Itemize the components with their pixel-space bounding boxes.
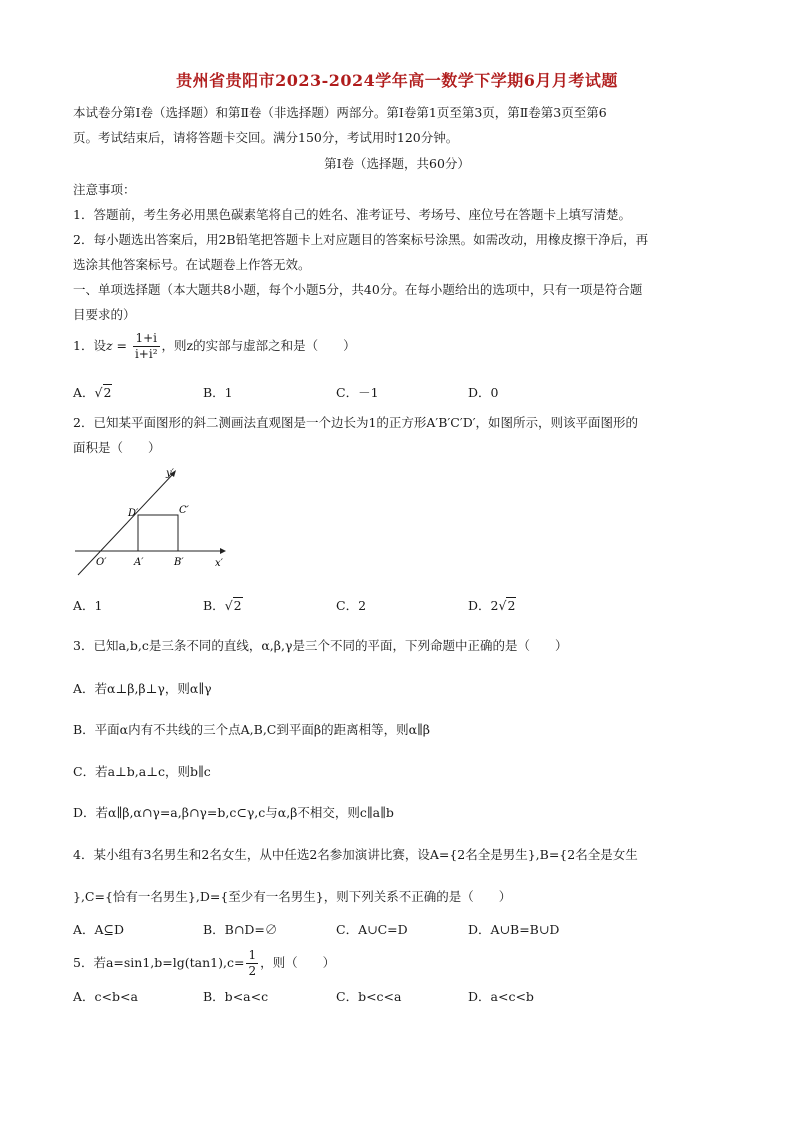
q5-fraction-denominator: 2 bbox=[248, 964, 257, 978]
sqrt-icon: √2 bbox=[94, 385, 112, 400]
sqrt-icon: √2 bbox=[224, 598, 242, 613]
q3-option-b: B．平面α内有不共线的三个点A,B,C到平面β的距离相等，则α∥β bbox=[73, 722, 431, 737]
q1-fraction-denominator: i+i² bbox=[134, 347, 158, 361]
x-axis-arrow-icon bbox=[220, 548, 226, 554]
q2-option-d: D．2√2 bbox=[468, 598, 516, 613]
q5-stem bbox=[73, 946, 335, 980]
q4-stem-line-2: },C={恰有一名男生},D={至少有一名男生}，则下列关系不正确的是（ ） bbox=[73, 889, 512, 904]
q4-option-c: C．A∪C=D bbox=[336, 922, 408, 937]
notes-item-1: 1．答题前，考生务必用黑色碳素笔将自己的姓名、准考证号、考场号、座位号在答题卡上填写清楚。 bbox=[73, 207, 631, 222]
q2-option-b: B．√2 bbox=[203, 598, 242, 613]
q1-option-a: A．√2 bbox=[73, 385, 112, 400]
q3-option-d: D．若α∥β,α∩γ=a,β∩γ=b,c⊂γ,c与α,β不相交，则c∥a∥b bbox=[73, 805, 394, 820]
q1-stem bbox=[73, 329, 356, 363]
label-c: C′ bbox=[179, 505, 189, 516]
q4-option-d: D．A∪B=B∪D bbox=[468, 922, 560, 937]
part1-heading: 一、单项选择题（本大题共8小题，每个小题5分，共40分。在每小题给出的选项中，只有一项是符合题 bbox=[73, 282, 643, 297]
label-o: O′ bbox=[96, 557, 107, 568]
q1-suffix: ，则z的实部与虚部之和是（ ） bbox=[161, 338, 356, 353]
q5-suffix: ，则（ ） bbox=[260, 955, 336, 970]
q4-option-a: A．A⊆D bbox=[73, 922, 125, 937]
label-a: A′ bbox=[134, 557, 144, 568]
q1-fraction bbox=[133, 331, 160, 362]
q5-option-a: A．c<b<a bbox=[73, 989, 138, 1004]
q1-equals: = bbox=[112, 338, 131, 353]
label-y: y′ bbox=[166, 468, 174, 479]
q5-fraction bbox=[246, 948, 258, 979]
label-b: B′ bbox=[174, 557, 184, 568]
q3-option-a: A．若α⊥β,β⊥γ，则α∥γ bbox=[73, 681, 212, 696]
intro-line-2: 页。考试结束后，请将答题卡交回。满分150分，考试用时120分钟。 bbox=[73, 130, 459, 145]
notes-item-2-cont: 选涂其他答案标号。在试题卷上作答无效。 bbox=[73, 257, 311, 272]
q4-stem-line-1: 4．某小组有3名男生和2名女生，从中任选2名参加演讲比赛，设A={2名全是男生},B={2名全是女生 bbox=[73, 847, 638, 862]
notes-item-2: 2．每小题选出答案后，用2B铅笔把答题卡上对应题目的答案标号涂黑。如需改动，用橡皮擦干净后，再 bbox=[73, 232, 649, 247]
q2-oblique-figure bbox=[70, 462, 240, 582]
q1-fraction-numerator: 1+i bbox=[133, 331, 160, 347]
q4-option-b: B．B∩D=∅ bbox=[203, 922, 278, 937]
q5-prefix: 5．若a=sin1,b=lg(tan1),c= bbox=[73, 955, 245, 970]
label-x: x′ bbox=[215, 558, 223, 569]
page-title: 贵州省贵阳市2023-2024学年高一数学下学期6月月考试题 bbox=[176, 71, 618, 90]
notes-heading: 注意事项： bbox=[73, 182, 136, 197]
y-axis bbox=[78, 474, 173, 575]
q5-option-c: C．b<c<a bbox=[336, 989, 402, 1004]
sqrt-icon: √2 bbox=[498, 598, 516, 613]
q2-option-a: A．1 bbox=[73, 598, 103, 613]
q1-prefix: 1．设 bbox=[73, 338, 106, 353]
square-abcd bbox=[138, 515, 178, 551]
q2-option-c: C．2 bbox=[336, 598, 367, 613]
q1-var-z: z bbox=[105, 338, 113, 353]
q1-option-c: C．－1 bbox=[336, 385, 379, 400]
q2-stem-line-1: 2．已知某平面图形的斜二测画法直观图是一个边长为1的正方形A′B′C′D′，如图所示，则该平面图形的 bbox=[73, 415, 639, 430]
q5-fraction-numerator: 1 bbox=[248, 948, 257, 962]
label-d: D′ bbox=[128, 508, 139, 519]
q1-option-d: D．0 bbox=[468, 385, 499, 400]
q3-option-c: C．若a⊥b,a⊥c，则b∥c bbox=[73, 764, 211, 779]
part1-heading-cont: 目要求的） bbox=[73, 307, 136, 322]
section-title: 第Ⅰ卷（选择题，共60分） bbox=[324, 156, 470, 171]
q5-option-d: D．a<c<b bbox=[468, 989, 534, 1004]
q1-option-b: B．1 bbox=[203, 385, 233, 400]
intro-line-1: 本试卷分第Ⅰ卷（选择题）和第Ⅱ卷（非选择题）两部分。第Ⅰ卷第1页至第3页，第Ⅱ卷第3页至第6 bbox=[73, 105, 607, 120]
q3-stem: 3．已知a,b,c是三条不同的直线，α,β,γ是三个不同的平面，下列命题中正确的是（ ） bbox=[73, 638, 568, 653]
q5-option-b: B．b<a<c bbox=[203, 989, 269, 1004]
q2-stem-line-2: 面积是（ ） bbox=[73, 440, 161, 455]
